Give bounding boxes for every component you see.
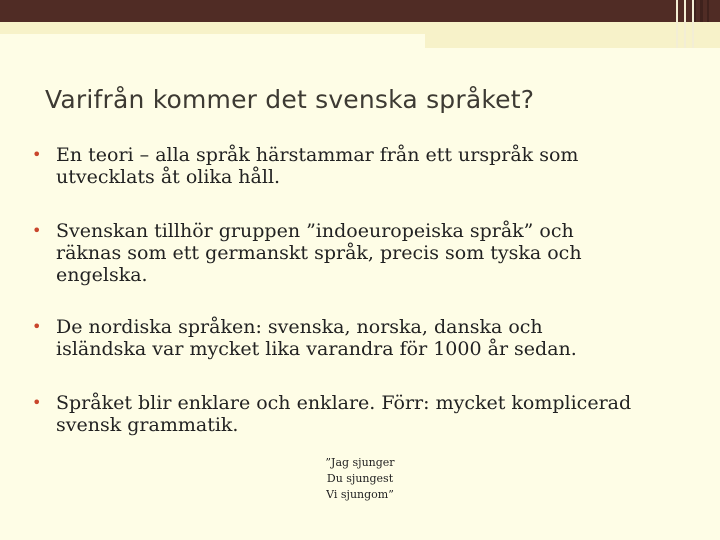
bullet-line: räknas som ett germanskt språk, precis som tyska och xyxy=(56,242,582,264)
accent-line xyxy=(692,0,694,48)
bullet-item xyxy=(32,316,682,360)
accent-lines xyxy=(672,0,712,48)
bullet-marker: • xyxy=(32,221,42,240)
bullet-marker: • xyxy=(32,393,42,412)
bullet-line: utvecklats åt olika håll. xyxy=(56,166,281,188)
bullet-text xyxy=(56,392,676,436)
bullet-text xyxy=(56,316,676,360)
example-line: Du sjungest xyxy=(326,472,394,485)
accent-line xyxy=(676,0,678,48)
example-line: Vi sjungom” xyxy=(326,488,394,501)
slide-title: Varifrån kommer det svenska språket? xyxy=(45,85,535,114)
bullet-marker: • xyxy=(32,317,42,336)
bullet-item xyxy=(32,392,682,436)
conjugation-example xyxy=(300,455,420,503)
bullet-item xyxy=(32,144,682,188)
bullet-line: isländska var mycket lika varandra för 1000 år sedan. xyxy=(56,338,577,360)
accent-line xyxy=(684,0,686,48)
bullet-line: svensk grammatik. xyxy=(56,414,239,436)
bullet-text xyxy=(56,144,676,188)
example-line: ”Jag sjunger xyxy=(325,456,395,469)
bullet-line: engelska. xyxy=(56,264,148,286)
bullet-text xyxy=(56,220,676,286)
bullet-item xyxy=(32,220,682,286)
bullet-line: De nordiska språken: svenska, norska, danska och xyxy=(56,316,543,338)
bullet-line: Svenskan tillhör gruppen ”indoeuropeiska språk” och xyxy=(56,220,574,242)
bullet-line: Språket blir enklare och enklare. Förr: mycket komplicerad xyxy=(56,392,632,414)
bullet-marker: • xyxy=(32,145,42,164)
bullet-line: En teori – alla språk härstammar från ett urspråk som xyxy=(56,144,579,166)
accent-band-left xyxy=(0,22,425,34)
top-decorative-bar xyxy=(0,0,720,22)
